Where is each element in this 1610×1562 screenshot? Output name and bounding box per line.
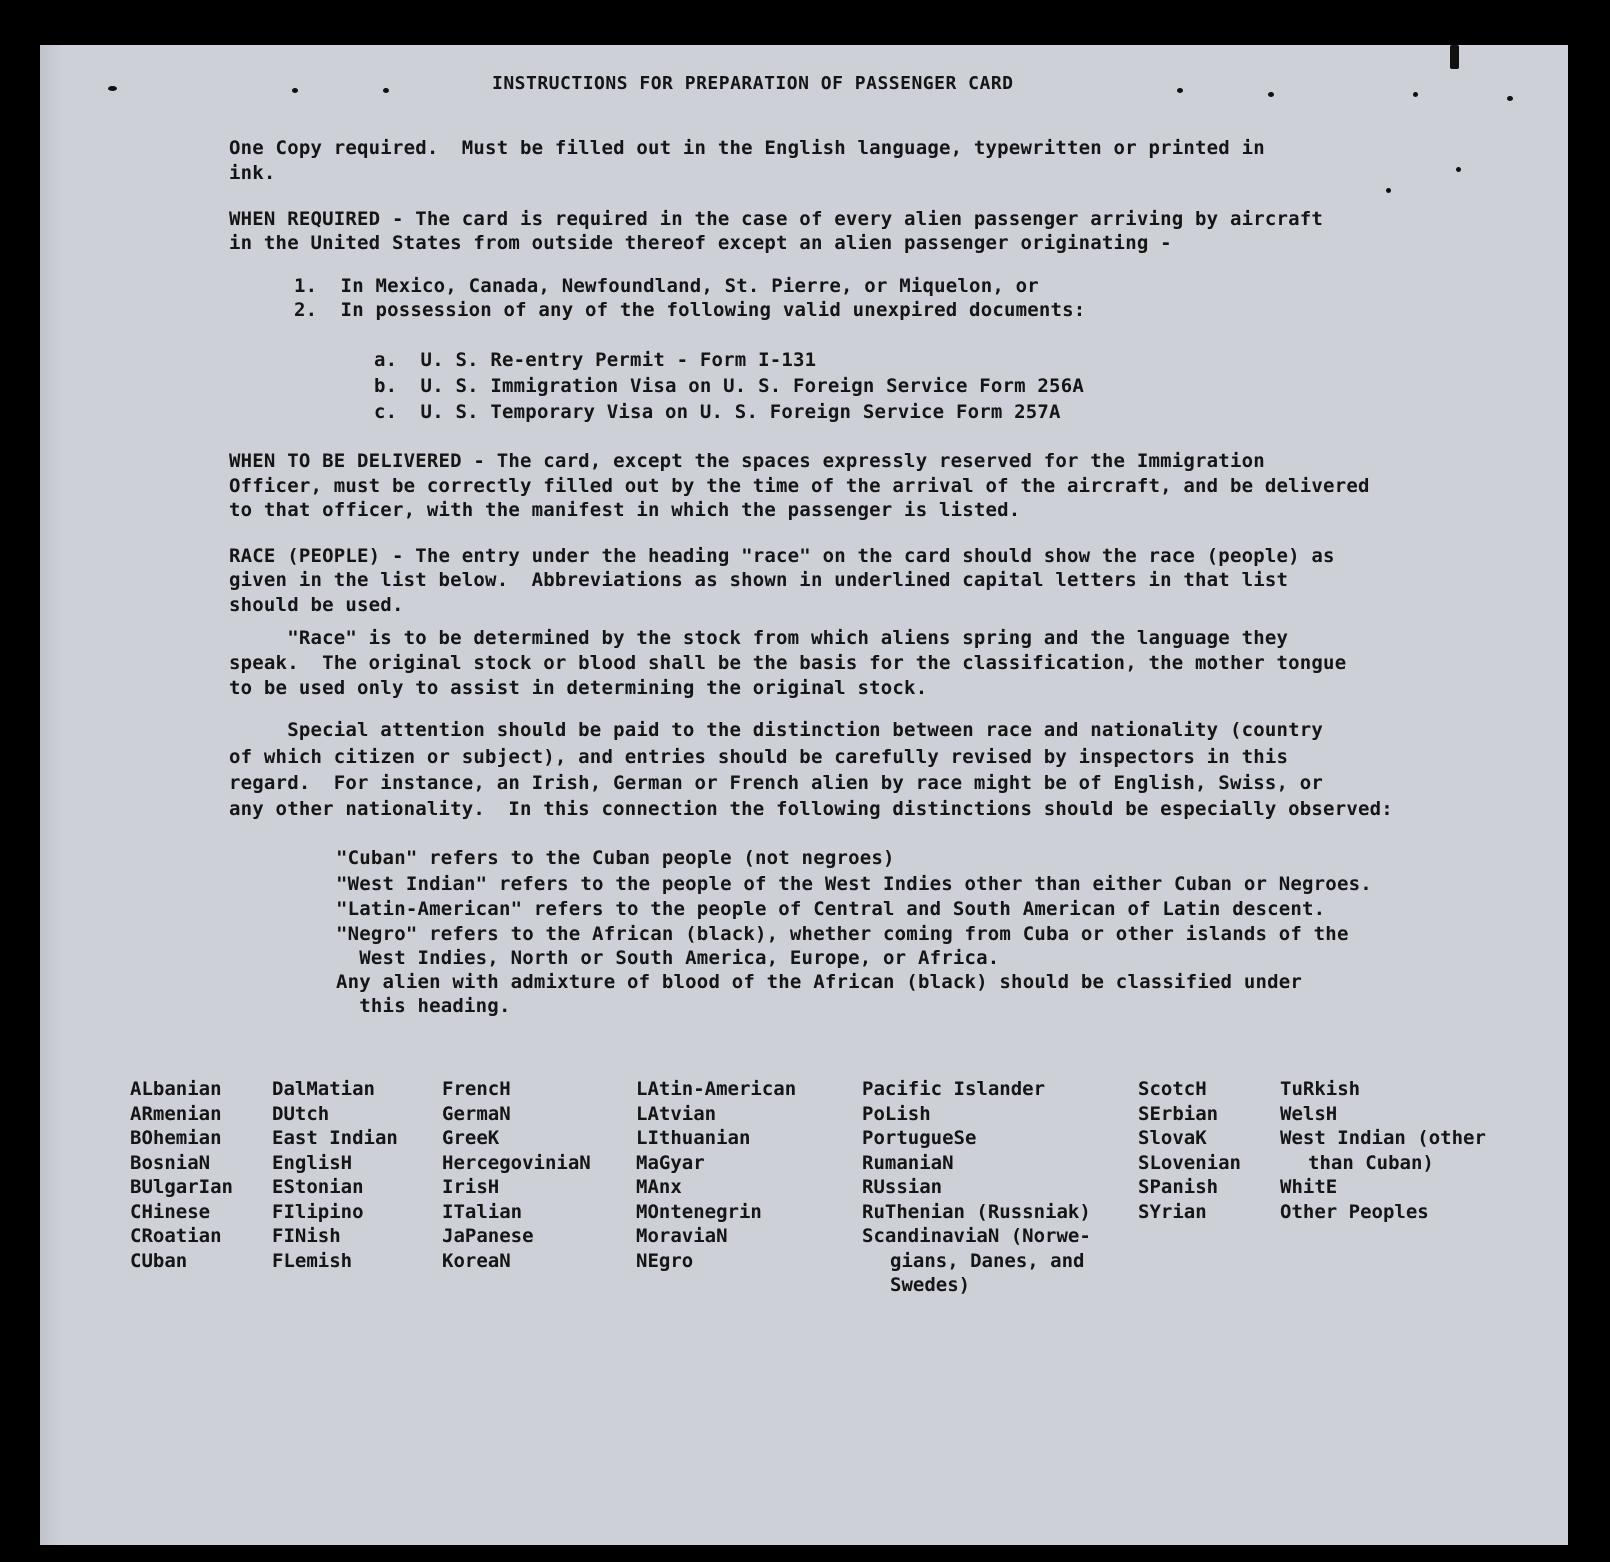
race-name: ITalian <box>442 1200 523 1223</box>
distinction-line: "Latin-American" refers to the people of Central and South American of Latin descent. <box>336 898 1326 920</box>
race-list-column <box>1138 1077 1241 1224</box>
when-required-line: in the United States from outside thereof except an alien passenger originating - <box>229 232 1172 254</box>
race-name: SYrian <box>1138 1200 1207 1223</box>
race-name: EStonian <box>272 1176 364 1198</box>
document-item: a. U. S. Re-entry Permit - Form I-131 <box>374 349 817 371</box>
race-name: SlovaK <box>1138 1127 1207 1149</box>
race-name: GreeK <box>442 1127 500 1149</box>
special-attention-line: of which citizen or subject), and entries should be carefully revised by inspectors in this <box>229 746 1289 768</box>
document-item: b. U. S. Immigration Visa on U. S. Foreign Service Form 256A <box>374 375 1084 397</box>
race-name: SLovenian <box>1138 1151 1241 1174</box>
race-name-continued: Swedes) <box>890 1274 971 1296</box>
numbered-item: 2. In possession of any of the following valid unexpired documents: <box>294 299 1086 321</box>
ink-speck <box>108 86 117 91</box>
race-name: RUssian <box>862 1176 943 1198</box>
special-attention-line: regard. For instance, an Irish, German or French alien by race might be of English, Swiss, or <box>229 772 1324 794</box>
race-name: BOhemian <box>130 1127 222 1149</box>
distinction-line: Any alien with admixture of blood of the African (black) should be classified under <box>336 971 1303 993</box>
race-name-continued: than Cuban) <box>1308 1151 1434 1174</box>
ink-speck <box>1386 188 1391 193</box>
copy-requirement-line: One Copy required. Must be filled out in the English language, typewritten or printed in <box>229 137 1265 159</box>
race-name: BUlgarIan <box>130 1176 233 1198</box>
ink-speck <box>1507 96 1513 101</box>
race-name: LAtin-American <box>636 1078 797 1100</box>
race-list-column <box>1280 1077 1486 1224</box>
race-name: Pacific Islander <box>862 1078 1046 1100</box>
race-name: TuRkish <box>1280 1078 1361 1100</box>
distinction-line: West Indies, North or South America, Europe, or Africa. <box>336 947 1000 969</box>
ink-speck <box>1413 92 1418 97</box>
ink-speck <box>1456 167 1461 172</box>
race-name: MAnx <box>636 1176 682 1198</box>
race-name: CRoatian <box>130 1225 222 1247</box>
race-name: SErbian <box>1138 1102 1219 1125</box>
race-name: CHinese <box>130 1200 211 1223</box>
ink-speck <box>1268 92 1274 97</box>
race-name: BosniaN <box>130 1151 211 1174</box>
document-page <box>40 45 1568 1545</box>
race-name: Other Peoples <box>1280 1200 1429 1223</box>
race-name: ScandinaviaN (Norwe- <box>862 1225 1091 1247</box>
race-name: IrisH <box>442 1176 500 1198</box>
race-name: MOntenegrin <box>636 1200 762 1223</box>
document-item: c. U. S. Temporary Visa on U. S. Foreign Service Form 257A <box>374 401 1061 423</box>
race-name-continued: gians, Danes, and <box>890 1249 1085 1272</box>
numbered-item: 1. In Mexico, Canada, Newfoundland, St. Pierre, or Miquelon, or <box>294 275 1039 297</box>
race-name: ALbanian <box>130 1078 222 1100</box>
race-name: PortugueSe <box>862 1127 977 1149</box>
race-definition-line: to be used only to assist in determining the original stock. <box>229 677 928 699</box>
race-name: NEgro <box>636 1249 694 1272</box>
race-name: ScotcH <box>1138 1078 1207 1100</box>
race-name: West Indian (other <box>1280 1127 1486 1149</box>
race-name: HercegoviniaN <box>442 1151 591 1174</box>
race-name: MaGyar <box>636 1151 705 1174</box>
race-name: LAtvian <box>636 1102 717 1125</box>
distinction-line: "Negro" refers to the African (black), whether coming from Cuba or other islands of the <box>336 923 1349 945</box>
race-name: SPanish <box>1138 1176 1219 1198</box>
special-attention-line: Special attention should be paid to the distinction between race and nationality (country <box>229 719 1324 741</box>
race-list-column <box>636 1077 796 1273</box>
race-name: JaPanese <box>442 1225 534 1247</box>
document-title: INSTRUCTIONS FOR PREPARATION OF PASSENGER CARD <box>492 73 1014 94</box>
copy-requirement-line: ink. <box>229 162 276 184</box>
race-definition-line: "Race" is to be determined by the stock from which aliens spring and the language they <box>229 627 1289 649</box>
race-name: FrencH <box>442 1078 511 1100</box>
race-name: KoreaN <box>442 1249 511 1272</box>
race-list-column <box>272 1077 398 1273</box>
page-shadow <box>40 45 62 1545</box>
when-delivered-line: WHEN TO BE DELIVERED - The card, except the spaces expressly reserved for the Immigration <box>229 450 1265 472</box>
when-required-line: WHEN REQUIRED - The card is required in the case of every alien passenger arriving by aircraft <box>229 208 1324 230</box>
ink-mark <box>1450 45 1459 69</box>
race-name: FINish <box>272 1225 341 1247</box>
race-list-column <box>130 1077 233 1273</box>
race-name: ARmenian <box>130 1102 222 1125</box>
ink-speck <box>383 88 389 93</box>
race-name: GermaN <box>442 1102 511 1125</box>
race-line: given in the list below. Abbreviations as shown in underlined capital letters in that list <box>229 569 1289 591</box>
race-name: WhitE <box>1280 1176 1338 1198</box>
ink-speck <box>1177 88 1183 93</box>
race-name: DUtch <box>272 1102 330 1125</box>
race-list-column <box>442 1077 591 1273</box>
race-line: RACE (PEOPLE) - The entry under the heading "race" on the card should show the race (people) as <box>229 545 1335 567</box>
when-delivered-line: to that officer, with the manifest in which the passenger is listed. <box>229 499 1021 521</box>
race-name: RumaniaN <box>862 1151 954 1174</box>
race-name: RuThenian (Russniak) <box>862 1200 1091 1223</box>
race-name: LIthuanian <box>636 1127 751 1149</box>
distinction-line: "Cuban" refers to the Cuban people (not negroes) <box>336 847 895 869</box>
distinction-line: "West Indian" refers to the people of the West Indies other than either Cuban or Negroes. <box>336 873 1372 895</box>
race-line: should be used. <box>229 594 404 616</box>
race-name: FIlipino <box>272 1200 364 1223</box>
race-list-column <box>862 1077 1091 1298</box>
race-name: WelsH <box>1280 1102 1338 1125</box>
race-name: CUban <box>130 1249 188 1272</box>
race-definition-line: speak. The original stock or blood shall be the basis for the classification, the mother tongue <box>229 652 1347 674</box>
race-name: MoraviaN <box>636 1225 728 1247</box>
special-attention-line: any other nationality. In this connection the following distinctions should be especially observed: <box>229 798 1393 820</box>
ink-speck <box>292 88 298 93</box>
race-name: East Indian <box>272 1127 398 1149</box>
race-name: EnglisH <box>272 1151 353 1174</box>
when-delivered-line: Officer, must be correctly filled out by the time of the arrival of the aircraft, and be delivered <box>229 475 1370 497</box>
race-name: FLemish <box>272 1249 353 1272</box>
race-name: DalMatian <box>272 1078 375 1100</box>
distinction-line: this heading. <box>336 995 511 1017</box>
race-name: PoLish <box>862 1102 931 1125</box>
